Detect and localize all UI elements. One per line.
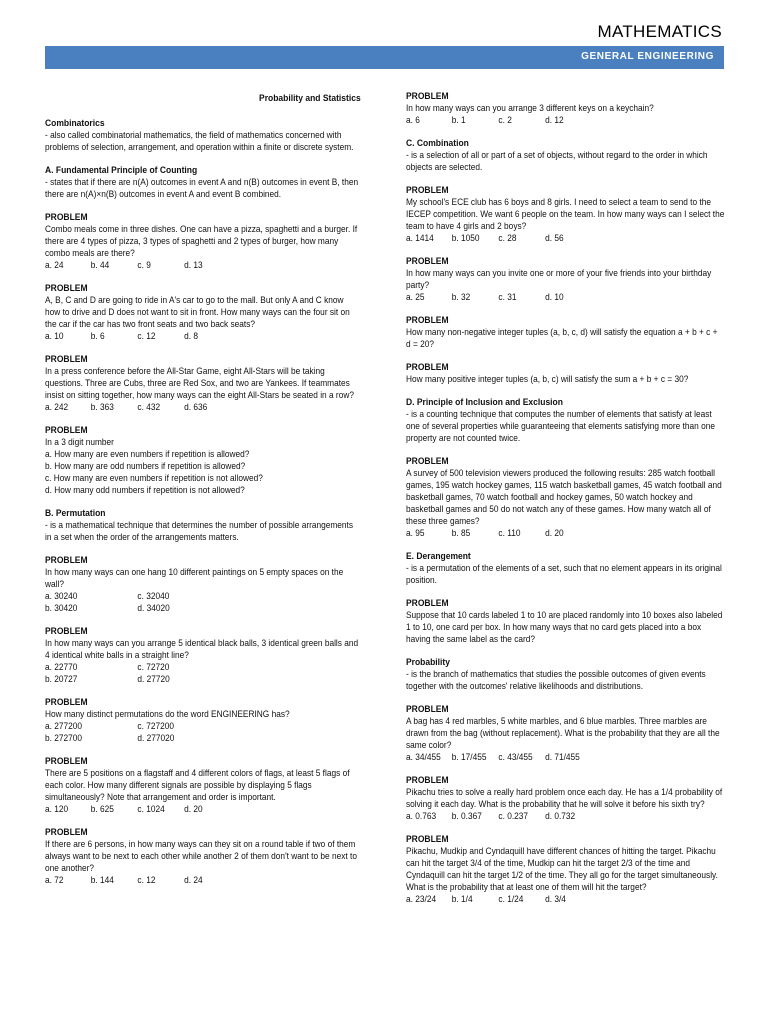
document-title: Probability and Statistics (259, 93, 361, 103)
choice: b. 272700 (45, 733, 83, 743)
choice: c. 72720 (137, 662, 170, 672)
answer-choices (406, 751, 724, 763)
choice: d. 636 (184, 402, 208, 412)
problem-paintings (45, 554, 361, 614)
section-inclusion-exclusion (406, 396, 724, 444)
problem-combo-meals (45, 211, 361, 271)
choice: b. 6 (90, 331, 105, 341)
problem-text: There are 5 positions on a flagstaff and 4 different colors of flags, at least 5 flags of each color. How many different signals are possible by displaying 5 flags simultaneously? Note that arrangement and order is important. (45, 768, 350, 802)
answer-choices (406, 810, 724, 822)
problem-text: Suppose that 10 cards labeled 1 to 10 are placed randomly into 10 boxes also labeled 1 to 10, one card per box. In how many ways that no card gets placed into a box having the same label as the card? (406, 610, 723, 644)
answer-choices (406, 893, 724, 905)
problem-heading: PROBLEM (45, 626, 88, 636)
header-bar (45, 46, 724, 69)
choice: b. 85 (451, 528, 471, 538)
problem-car-seats (45, 282, 361, 342)
answer-choices (406, 232, 724, 244)
problem-heading: PROBLEM (45, 827, 88, 837)
problem-text: Pikachu tries to solve a really hard problem once each day. He has a 1/4 probability of solving it each day. What is the probability that he will solve it before his sixth try? (406, 787, 723, 809)
choice: d. 12 (545, 115, 564, 125)
problem-text: A bag has 4 red marbles, 5 white marbles, and 6 blue marbles. Three marbles are drawn from the bag (without replacement). What is the probability that they are all the same color? (406, 716, 720, 750)
section-combination (406, 137, 724, 173)
sub-question: c. How many are even numbers if repetition is not allowed? (45, 473, 263, 483)
problem-text: How many distinct permutations do the word ENGINEERING has? (45, 709, 290, 719)
problem-heading: PROBLEM (406, 91, 449, 101)
problem-tv-survey (406, 455, 724, 539)
problem-heading: PROBLEM (45, 212, 88, 222)
section-derangement (406, 550, 724, 586)
section-heading: Probability (406, 657, 450, 667)
problem-text: A, B, C and D are going to ride in A's car to go to the mall. But only A and C know how to drive and D does not want to sit in front. How many ways can the four sit on the car if the car has two front seats and two back seats? (45, 295, 350, 329)
section-text: - states that if there are n(A) outcomes in event A and n(B) outcomes in event B, then there are n(A)×n(B) outcomes in event A and event B combined. (45, 177, 359, 199)
choice: c. 28 (498, 233, 517, 243)
choice: a. 30240 (45, 591, 78, 601)
choice: b. 44 (90, 260, 110, 270)
answer-choices (45, 590, 361, 614)
choice: d. 27720 (137, 674, 170, 684)
choice: b. 17/455 (451, 752, 487, 762)
problem-flags (45, 755, 361, 815)
problem-text: Pikachu, Mudkip and Cyndaquill have different chances of hitting the target. Pikachu can hit the target 3/4 of the time, Mudkip can hit the target 2/3 of the time and Cyndaquill can hit the target 1/2 of the time. They all go for the target simultaneously. What is the probability that at least one of them will hit the target? (406, 846, 718, 892)
problem-text: If there are 6 persons, in how many ways can they sit on a round table if two of them always want to be next to each other while another 2 of them don't want to be next to one another? (45, 839, 357, 873)
problem-balls (45, 625, 361, 685)
problem-heading: PROBLEM (406, 256, 449, 266)
answer-choices (45, 874, 361, 886)
choice: a. 25 (406, 292, 425, 302)
choice: a. 10 (45, 331, 64, 341)
choice: c. 1/24 (498, 894, 524, 904)
choice: a. 95 (406, 528, 425, 538)
choice: b. 363 (90, 402, 114, 412)
problem-heading: PROBLEM (406, 315, 449, 325)
problem-all-stars (45, 353, 361, 413)
problem-keychain (406, 90, 724, 126)
choice: b. 625 (90, 804, 114, 814)
choice: c. 0.237 (498, 811, 529, 821)
problem-heading: PROBLEM (45, 354, 88, 364)
problem-text: In how many ways can you arrange 5 identical black balls, 3 identical green balls and 4 identical white balls in a straight line? (45, 638, 359, 660)
choice: a. 0.763 (406, 811, 437, 821)
choice: d. 20 (184, 804, 203, 814)
choice: a. 34/455 (406, 752, 441, 762)
problem-text: In a press conference before the All-Star Game, eight All-Stars will be taking questions. Three are Cubs, three are Red Sox, and two are Yankees. If teammates insist on sitting together, how many ways can the eight All-Stars be seated in a row? (45, 366, 354, 400)
right-column (406, 90, 724, 916)
problem-text: How many non-negative integer tuples (a, b, c, d) will satisfy the equation a + b + c + d = 20? (406, 327, 718, 349)
section-text: - is a permutation of the elements of a set, such that no element appears in its original position. (406, 563, 722, 585)
problem-engineering (45, 696, 361, 744)
problem-positive-tuples (406, 361, 724, 385)
choice: d. 20 (545, 528, 564, 538)
choice: c. 2 (498, 115, 512, 125)
problem-heading: PROBLEM (45, 283, 88, 293)
choice: a. 242 (45, 402, 69, 412)
choice: a. 6 (406, 115, 420, 125)
choice: d. 34020 (137, 603, 170, 613)
problem-text: In how many ways can you invite one or more of your five friends into your birthday party? (406, 268, 712, 290)
problem-heading: PROBLEM (406, 456, 449, 466)
section-fundamental-principle (45, 164, 361, 200)
section-text: - also called combinatorial mathematics, the field of mathematics concerned with problems of selection, arrangement, and operation within a finite or discrete system. (45, 130, 354, 152)
sub-question: b. How many are odd numbers if repetition is allowed? (45, 461, 246, 471)
choice: d. 24 (184, 875, 203, 885)
choice: b. 1050 (451, 233, 480, 243)
section-heading: E. Derangement (406, 551, 471, 561)
header-subtitle: GENERAL ENGINEERING (581, 51, 714, 62)
sub-question: a. How many are even numbers if repetition is allowed? (45, 449, 250, 459)
problem-birthday (406, 255, 724, 303)
problem-heading: PROBLEM (45, 697, 88, 707)
choice: b. 0.367 (451, 811, 482, 821)
problem-heading: PROBLEM (406, 775, 449, 785)
section-probability (406, 656, 724, 692)
problem-heading: PROBLEM (45, 555, 88, 565)
choice: c. 31 (498, 292, 517, 302)
problem-text: In how many ways can one hang 10 different paintings on 5 empty spaces on the wall? (45, 567, 344, 589)
problem-heading: PROBLEM (406, 362, 449, 372)
problem-text: Combo meals come in three dishes. One can have a pizza, spaghetti and a burger. If there are 4 types of pizza, 3 types of spaghetti and 2 types of burger, how many combo meals are there? (45, 224, 358, 258)
choice: a. 22770 (45, 662, 78, 672)
problem-heading: PROBLEM (45, 425, 88, 435)
choice: b. 144 (90, 875, 114, 885)
problem-heading: PROBLEM (45, 756, 88, 766)
section-text: - is a mathematical technique that determines the number of possible arrangements in a set when the order of the arrangements matters. (45, 520, 354, 542)
problem-cards (406, 597, 724, 645)
section-heading: D. Principle of Inclusion and Exclusion (406, 397, 563, 407)
choice: d. 56 (545, 233, 564, 243)
choice: c. 727200 (137, 721, 174, 731)
problem-text: My school's ECE club has 6 boys and 8 girls. I need to select a team to send to the IECEP competition. We want 6 people on the team. In how many ways can I select the team to have 4 girls and 2 boys? (406, 197, 725, 231)
problem-heading: PROBLEM (406, 704, 449, 714)
problem-marbles (406, 703, 724, 763)
choice: c. 12 (137, 875, 156, 885)
answer-choices (45, 401, 361, 413)
answer-choices (45, 803, 361, 815)
choice: b. 1 (451, 115, 466, 125)
problem-round-table (45, 826, 361, 886)
section-combinatorics (45, 117, 361, 153)
header-title: MATHEMATICS (597, 22, 722, 41)
problem-heading: PROBLEM (406, 834, 449, 844)
answer-choices (45, 330, 361, 342)
choice: d. 3/4 (545, 894, 566, 904)
choice: c. 32040 (137, 591, 170, 601)
problem-text: How many positive integer tuples (a, b, c) will satisfy the sum a + b + c = 30? (406, 374, 689, 384)
choice: b. 1/4 (451, 894, 473, 904)
choice: c. 43/455 (498, 752, 533, 762)
problem-text: In how many ways can you arrange 3 different keys on a keychain? (406, 103, 654, 113)
choice: a. 1414 (406, 233, 434, 243)
choice: d. 0.732 (545, 811, 576, 821)
choice: c. 1024 (137, 804, 165, 814)
problem-nonneg-tuples (406, 314, 724, 350)
problem-heading: PROBLEM (406, 185, 449, 195)
choice: a. 120 (45, 804, 69, 814)
section-text: - is the branch of mathematics that studies the possible outcomes of given events together with the outcomes' relative likelihoods and distributions. (406, 669, 706, 691)
answer-choices (406, 291, 724, 303)
answer-choices (45, 720, 361, 744)
problem-text: In a 3 digit number (45, 437, 114, 447)
problem-heading: PROBLEM (406, 598, 449, 608)
answer-choices (406, 527, 724, 539)
sub-question: d. How many odd numbers if repetition is not allowed? (45, 485, 245, 495)
choice: b. 30420 (45, 603, 78, 613)
choice: a. 23/24 (406, 894, 437, 904)
answer-choices (45, 259, 361, 271)
section-heading: C. Combination (406, 138, 469, 148)
section-text: - is a counting technique that computes the number of elements that satisfy at least one of several properties while guaranteeing that elements satisfying more than one property are not counted twice. (406, 409, 715, 443)
section-permutation (45, 507, 361, 543)
choice: c. 432 (137, 402, 161, 412)
problem-pikachu (406, 774, 724, 822)
choice: c. 12 (137, 331, 156, 341)
section-heading: A. Fundamental Principle of Counting (45, 165, 198, 175)
section-heading: B. Permutation (45, 508, 106, 518)
choice: b. 32 (451, 292, 471, 302)
left-column (45, 92, 361, 897)
choice: d. 10 (545, 292, 564, 302)
choice: b. 20727 (45, 674, 78, 684)
problem-text: A survey of 500 television viewers produced the following results: 285 watch football games, 195 watch hockey games, 115 watch basketball games, 45 watch football and basketball games, 70 watch football and hockey games, 50 watch hockey and basketball games and 50 do not watch any of these games. How many watch all of these three games? (406, 468, 722, 526)
section-text: - is a selection of all or part of a set of objects, without regard to the order in which objects are selected. (406, 150, 708, 172)
section-heading: Combinatorics (45, 118, 105, 128)
choice: d. 8 (184, 331, 198, 341)
choice: c. 110 (498, 528, 521, 538)
choice: a. 72 (45, 875, 64, 885)
choice: a. 277200 (45, 721, 83, 731)
choice: c. 9 (137, 260, 151, 270)
problem-ece-club (406, 184, 724, 244)
choice: d. 13 (184, 260, 203, 270)
choice: d. 277020 (137, 733, 175, 743)
answer-choices (45, 661, 361, 685)
choice: a. 24 (45, 260, 64, 270)
problem-3-digit (45, 424, 361, 496)
answer-choices (406, 114, 724, 126)
choice: d. 71/455 (545, 752, 580, 762)
problem-target (406, 833, 724, 905)
